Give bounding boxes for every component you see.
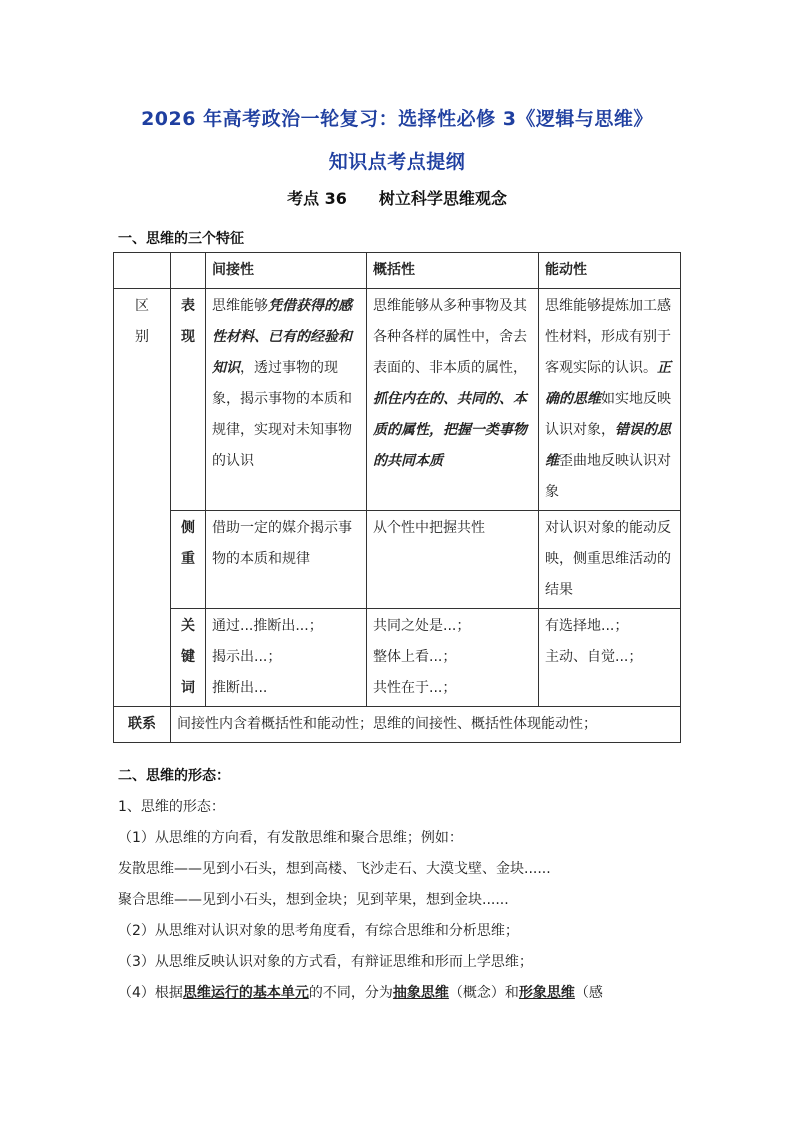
row-label-qubie: 区 别: [114, 289, 171, 707]
cell-biaoxian-indirect: 思维能够凭借获得的感性材料、已有的经验和知识，透过事物的现象，揭示事物的本质和规律，实现对未知事物的认识: [206, 289, 367, 511]
row-label-biaoxian: 表 现: [171, 289, 206, 511]
header-generality: 概括性: [367, 253, 539, 289]
topic-number: 考点 36: [287, 189, 347, 208]
doc-title-line1: 2026 年高考政治一轮复习：选择性必修 3《逻辑与思维》: [141, 108, 653, 130]
row-label-lianxi: 联系: [114, 707, 171, 743]
header-initiative: 能动性: [539, 253, 681, 289]
body-line-7: （4）根据思维运行的基本单元的不同，分为抽象思维（概念）和形象思维（感: [118, 985, 603, 1001]
cell-keywords-indirect: 通过...推断出...； 揭示出...； 推断出...: [206, 609, 367, 707]
doc-title-line2: 知识点考点提纲: [328, 151, 466, 173]
table-row-cezhong: [114, 511, 681, 609]
corner-cell: [114, 253, 171, 289]
cell-cezhong-general: 从个性中把握共性: [367, 511, 539, 609]
body-line-4: 聚合思维——见到小石头，想到金块；见到苹果，想到金块......: [118, 892, 509, 908]
row-label-guanjianci: 关 键 词: [171, 609, 206, 707]
table-row-guanjianci: [114, 609, 681, 707]
body-line-3: 发散思维——见到小石头，想到高楼、飞沙走石、大漠戈壁、金块......: [118, 861, 551, 877]
cell-keywords-initiative: 有选择地...； 主动、自觉...；: [539, 609, 681, 707]
features-table: [113, 252, 681, 743]
cell-lianxi: 间接性内含着概括性和能动性；思维的间接性、概括性体现能动性；: [171, 707, 681, 743]
section2-heading: 二、思维的形态：: [118, 768, 230, 784]
row-label-cezhong: 侧 重: [171, 511, 206, 609]
topic-name: 树立科学思维观念: [378, 189, 507, 208]
table-header-row: [114, 253, 681, 289]
table-row-biaoxian: [114, 289, 681, 511]
cell-cezhong-initiative: 对认识对象的能动反映，侧重思维活动的结果: [539, 511, 681, 609]
cell-cezhong-indirect: 借助一定的媒介揭示事物的本质和规律: [206, 511, 367, 609]
cell-biaoxian-initiative: 思维能够提炼加工感性材料，形成有别于客观实际的认识。正确的思维如实地反映认识对象，错误的思维歪曲地反映认识对象: [539, 289, 681, 511]
section1-heading: 一、思维的三个特征: [118, 231, 244, 247]
body-line-5: （2）从思维对认识对象的思考角度看，有综合思维和分析思维；: [118, 923, 519, 939]
body-line-6: （3）从思维反映认识对象的方式看，有辩证思维和形而上学思维；: [118, 954, 533, 970]
cell-biaoxian-general: 思维能够从多种事物及其各种各样的属性中，舍去表面的、非本质的属性，抓住内在的、共同的、本质的属性，把握一类事物的共同本质: [367, 289, 539, 511]
topic-heading: [0, 186, 794, 209]
header-indirectness: 间接性: [206, 253, 367, 289]
body-line-1: 1、思维的形态：: [118, 799, 225, 815]
corner-cell: [171, 253, 206, 289]
cell-keywords-general: 共同之处是...； 整体上看...； 共性在于...；: [367, 609, 539, 707]
table-row-lianxi: [114, 707, 681, 743]
body-line-2: （1）从思维的方向看，有发散思维和聚合思维；例如：: [118, 830, 463, 846]
